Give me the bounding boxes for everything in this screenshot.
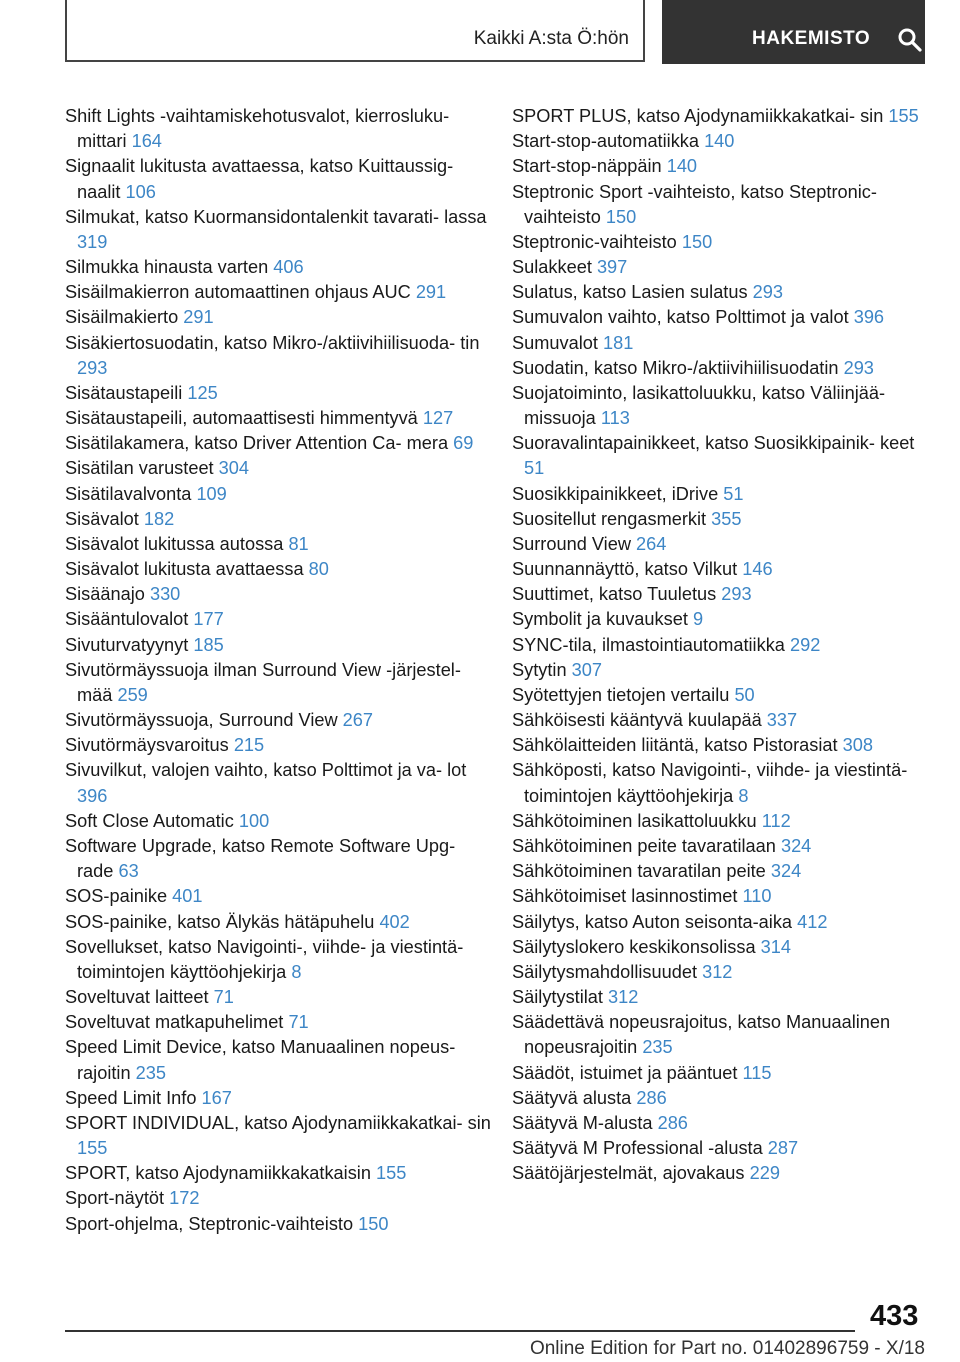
index-entry-text: Shift Lights -vaihtamiskehotusvalot, kierrosluku- mittari (65, 106, 450, 152)
index-entry-text: Säätyvä M Professional -alusta (512, 1138, 763, 1159)
index-page-link[interactable]: 259 (117, 684, 148, 705)
index-entry-text: Suuttimet, katso Tuuletus (512, 584, 717, 605)
index-entry (512, 834, 932, 859)
index-entry-text: Säädettävä nopeusrajoitus, katso Manuaalinen nopeusrajoitin (512, 1012, 891, 1058)
index-page-link[interactable]: 50 (734, 684, 755, 705)
index-page-link[interactable]: 100 (238, 810, 270, 831)
index-page-link[interactable]: 293 (752, 282, 783, 303)
index-entry (65, 406, 495, 431)
index-entry-text: Steptronic-vaihteisto (512, 231, 677, 252)
index-entry (65, 1212, 495, 1237)
index-entry-text: Suoravalintapainikkeet, katso Suosikkipainik- keet (512, 433, 915, 454)
index-entry-text: Sivuvilkut, valojen vaihto, katso Polttimot ja va- lot (65, 760, 467, 781)
index-entry (65, 582, 495, 607)
index-page-link[interactable]: 109 (196, 483, 227, 504)
index-entry-text: Sisääntulovalot (65, 609, 189, 630)
index-entry-text: Sytytin (512, 659, 567, 680)
index-entry-text: Signaalit lukitusta avattaessa, katso Kuittaussig- naalit (65, 156, 454, 202)
index-entry (65, 1186, 495, 1211)
index-entry-text: Sumuvalot (512, 332, 598, 353)
index-page-link[interactable]: 150 (681, 231, 713, 252)
index-page-link[interactable]: 286 (657, 1112, 688, 1133)
index-entry (512, 859, 932, 884)
index-page-link[interactable]: 81 (288, 533, 309, 554)
index-entry (65, 532, 495, 557)
index-page-link[interactable]: 155 (376, 1163, 407, 1184)
index-entry (65, 708, 495, 733)
index-entry (512, 985, 932, 1010)
index-entry (512, 607, 932, 632)
index-entry (65, 280, 495, 305)
index-page-link[interactable]: 235 (642, 1037, 673, 1058)
index-entry (512, 1111, 932, 1136)
index-entry-text: Sisävalot lukitusta avattaessa (65, 559, 304, 580)
index-page-link[interactable]: 397 (596, 257, 628, 278)
tab-alphabetical[interactable] (65, 0, 645, 62)
index-entry-text: Steptronic Sport -vaihteisto, katso Steptronic- vaihteisto (512, 181, 877, 227)
index-page-link[interactable]: 9 (692, 609, 704, 630)
index-entry (512, 1136, 932, 1161)
index-entry (512, 910, 932, 935)
index-entry-text: Säätyvä alusta (512, 1087, 632, 1108)
index-entry-text: Software Upgrade, katso Remote Software Upg- rade (65, 835, 456, 882)
index-page-link[interactable]: 106 (125, 181, 156, 202)
index-page-link[interactable]: 396 (77, 785, 108, 806)
index-entry-text: Sivutörmäysvaroitus (65, 735, 229, 756)
search-icon (897, 27, 923, 53)
index-page-link[interactable]: 155 (77, 1138, 108, 1159)
index-entry-text: Silmukat, katso Kuormansidontalenkit tavarati- lassa (65, 206, 487, 227)
page-number: 433 (870, 1300, 919, 1332)
index-entry-text: Suosikkipainikkeet, iDrive (512, 483, 719, 504)
index-entry-text: Soveltuvat laitteet (65, 987, 209, 1008)
index-entry-text: Sovellukset, katso Navigointi-, viihde- ja viestintä- toimintojen käyttöohjekirja (65, 936, 464, 982)
index-entry-text: Sisävalot (65, 508, 139, 529)
index-page-link[interactable]: 312 (608, 987, 639, 1008)
index-entry-text: Suunnannäyttö, katso Vilkut (512, 559, 738, 580)
index-entry-text: Sport-näytöt (65, 1188, 165, 1209)
index-entry (65, 305, 495, 330)
index-page-link[interactable]: 155 (888, 106, 919, 126)
index-entry-text: Suositellut rengasmerkit (512, 508, 707, 529)
index-page-link[interactable]: 140 (704, 131, 735, 152)
index-entry-text: Sisäilmakierron automaattinen ohjaus AUC (65, 282, 411, 303)
index-page-link[interactable]: 146 (742, 559, 773, 580)
index-entry-text: Start-stop-näppäin (512, 156, 662, 177)
index-entry-text: Speed Limit Device, katso Manuaalinen nopeus- rajoitin (65, 1037, 456, 1083)
footer-divider (65, 1330, 855, 1332)
index-entry-text: Symbolit ja kuvaukset (512, 609, 688, 630)
index-entry-text: Säädöt, istuimet ja pääntuet (512, 1062, 738, 1083)
index-entry-text: Syötettyjen tietojen vertailu (512, 684, 730, 705)
index-page-link[interactable]: 355 (711, 508, 742, 529)
index-page-link[interactable]: 110 (742, 886, 772, 907)
index-entry (512, 960, 932, 985)
index-entry (65, 733, 495, 758)
index-page-link[interactable]: 150 (358, 1213, 389, 1234)
index-entry (512, 1010, 932, 1060)
index-entry-text: Sisävalot lukitussa autossa (65, 533, 284, 554)
index-entry (65, 331, 495, 381)
index-entry (512, 280, 932, 305)
index-entry (512, 935, 932, 960)
index-page-link[interactable]: 286 (636, 1087, 667, 1108)
index-page-link[interactable]: 185 (193, 634, 224, 655)
index-entry-text: Sumuvalon vaihto, katso Polttimot ja valot (512, 307, 849, 328)
index-entry-text: Säätyvä M-alusta (512, 1112, 653, 1133)
index-page-link[interactable]: 324 (780, 835, 812, 856)
index-page-link[interactable]: 402 (379, 911, 410, 932)
index-page-link[interactable]: 401 (172, 886, 203, 907)
index-entry (512, 557, 932, 582)
index-entry (512, 733, 932, 758)
index-entry (65, 104, 495, 154)
index-entry (512, 809, 932, 834)
index-page-link[interactable]: 51 (723, 483, 744, 504)
index-page-link[interactable]: 406 (273, 257, 304, 278)
index-entry (65, 507, 495, 532)
index-entry (512, 255, 932, 280)
index-entry (65, 557, 495, 582)
index-column-left (65, 104, 495, 1237)
index-page-link[interactable]: 412 (797, 911, 828, 932)
index-entry-text: Säilytysmahdollisuudet (512, 961, 698, 982)
index-entry-text: Sähkötoiminen tavaratilan peite (512, 861, 766, 882)
index-entry-text: Start-stop-automatiikka (512, 131, 699, 152)
index-entry-text: Sisätilakamera, katso Driver Attention Ca- mera (65, 433, 449, 454)
index-page-link[interactable]: 140 (666, 156, 698, 177)
index-entry (65, 1111, 495, 1161)
index-page-link[interactable]: 112 (761, 810, 791, 831)
index-entry-text: Säilytystilat (512, 987, 603, 1008)
index-page-link[interactable]: 51 (524, 458, 545, 479)
index-entry-text: Säilytyslokero keskikonsolissa (512, 936, 756, 957)
index-entry (512, 1161, 932, 1186)
index-page-link[interactable]: 330 (149, 584, 181, 605)
index-entry-text: SYNC-tila, ilmastointiautomatiikka (512, 634, 785, 655)
index-entry (512, 708, 932, 733)
index-entry (512, 154, 932, 179)
index-entry (512, 129, 932, 154)
tab-index-label: HAKEMISTO (752, 28, 871, 49)
index-entry (65, 1086, 495, 1111)
index-page-link[interactable]: 308 (842, 735, 873, 756)
index-entry-text: Sulatus, katso Lasien sulatus (512, 282, 748, 303)
index-entry (65, 431, 495, 456)
index-page-link[interactable]: 287 (767, 1138, 799, 1159)
index-page-link[interactable]: 71 (213, 987, 234, 1008)
index-entry-text: Sport-ohjelma, Steptronic-vaihteisto (65, 1213, 354, 1234)
index-page-link[interactable]: 115 (742, 1062, 772, 1083)
index-page-link[interactable]: 291 (183, 307, 214, 328)
index-entry (65, 154, 495, 204)
index-entry-text: Sähkölaitteiden liitäntä, katso Pistorasiat (512, 735, 838, 756)
index-page-link[interactable]: 264 (636, 533, 667, 554)
index-entry (65, 205, 495, 255)
index-page-link[interactable]: 314 (760, 936, 792, 957)
index-entry (65, 255, 495, 280)
index-entry-text: SPORT, katso Ajodynamiikkakatkaisin (65, 1163, 371, 1184)
index-page-link[interactable]: 324 (770, 861, 802, 882)
index-page-link[interactable]: 71 (288, 1012, 309, 1033)
index-page-link[interactable]: 307 (571, 659, 603, 680)
index-entry-text: Sulakkeet (512, 257, 592, 278)
index-entry-text: SPORT PLUS, katso Ajodynamiikkakatkai- sin (512, 106, 884, 126)
index-entry-text: Sisäkiertosuodatin, katso Mikro-/aktiivihiilisuoda- tin (65, 332, 480, 353)
index-entry (65, 633, 495, 658)
index-page-link[interactable]: 80 (308, 559, 329, 580)
index-entry-text: Sähköisesti kääntyvä kuulapää (512, 710, 762, 731)
index-page-link[interactable]: 8 (291, 961, 302, 982)
index-entry-text: Sähköposti, katso Navigointi-, viihde- ja viestintä- toimintojen käyttöohjekirja (512, 760, 908, 806)
index-entry (65, 884, 495, 909)
index-entry (65, 910, 495, 935)
index-entry-text: SPORT INDIVIDUAL, katso Ajodynamiikkakatkai- sin (65, 1112, 491, 1133)
header-bar (65, 0, 925, 64)
index-entry-text: Sähkötoiminen peite tavaratilaan (512, 835, 776, 856)
index-entry (65, 456, 495, 481)
index-page-link[interactable]: 215 (233, 735, 265, 756)
index-entry (512, 180, 932, 230)
index-page-link[interactable]: 293 (77, 357, 108, 378)
index-page-link[interactable]: 235 (135, 1062, 166, 1083)
index-entry (512, 582, 932, 607)
index-page-link[interactable]: 292 (789, 634, 821, 655)
index-entry (512, 658, 932, 683)
index-page-link[interactable]: 396 (853, 307, 885, 328)
index-page-link[interactable]: 229 (749, 1163, 780, 1184)
footer-edition: Online Edition for Part no. 01402896759 - X/18 (529, 1338, 925, 1359)
index-entry-text: Silmukka hinausta varten (65, 257, 269, 278)
index-entry (512, 532, 932, 557)
index-entry (65, 482, 495, 507)
index-entry-text: Soveltuvat matkapuhelimet (65, 1012, 284, 1033)
index-entry-text: Surround View (512, 533, 631, 554)
index-page-link[interactable]: 304 (218, 458, 250, 479)
index-page-link[interactable]: 150 (605, 206, 637, 227)
index-page-link[interactable]: 182 (143, 508, 175, 529)
index-entry (65, 1035, 495, 1085)
index-entry-text: Suodatin, katso Mikro-/aktiivihiilisuodatin (512, 357, 839, 378)
index-entry (512, 230, 932, 255)
index-entry (512, 431, 932, 481)
tab-index[interactable] (662, 0, 925, 64)
index-page-link[interactable]: 337 (766, 710, 798, 731)
index-entry (512, 381, 932, 431)
index-page-link[interactable]: 167 (201, 1087, 232, 1108)
index-column-right (512, 104, 932, 1186)
index-entry (65, 834, 495, 884)
index-entry-text: Suojatoiminto, lasikattoluukku, katso Väliinjää- missuoja (512, 382, 886, 429)
index-page-link[interactable]: 164 (131, 131, 162, 152)
index-entry (65, 1161, 495, 1186)
index-entry (65, 658, 495, 708)
index-entry-text: Sisätaustapeili, automaattisesti himmentyvä (65, 408, 418, 429)
index-page-link[interactable]: 291 (415, 282, 447, 303)
index-entry (512, 1086, 932, 1111)
index-entry (65, 809, 495, 834)
index-entry-text: Sivuturvatyynyt (65, 634, 189, 655)
index-page-link[interactable]: 293 (843, 357, 874, 378)
index-page-link[interactable]: 127 (422, 408, 454, 429)
index-entry (512, 104, 932, 129)
index-page-link[interactable]: 63 (118, 861, 139, 882)
index-entry (65, 985, 495, 1010)
index-entry-text: Sähkötoimiset lasinnostimet (512, 886, 738, 907)
index-entry (512, 683, 932, 708)
index-page-link[interactable]: 113 (600, 408, 630, 429)
index-page-link[interactable]: 125 (187, 382, 218, 403)
index-entry (512, 1061, 932, 1086)
index-entry (65, 381, 495, 406)
index-page-link[interactable]: 312 (702, 961, 733, 982)
index-entry-text: Sisätaustapeili (65, 382, 183, 403)
index-entry-text: Säätöjärjestelmät, ajovakaus (512, 1163, 745, 1184)
index-entry-text: Speed Limit Info (65, 1087, 197, 1108)
index-entry (65, 758, 495, 808)
index-page-link[interactable]: 181 (603, 332, 634, 353)
index-page-link[interactable]: 319 (77, 231, 108, 252)
index-entry-text: Säilytys, katso Auton seisonta-aika (512, 911, 793, 932)
index-entry-text: Sisäilmakierto (65, 307, 179, 328)
index-entry-text: Sivutörmäyssuoja, Surround View (65, 710, 338, 731)
index-entry (65, 935, 495, 985)
index-page-link[interactable]: 172 (169, 1188, 200, 1209)
index-entry (65, 607, 495, 632)
index-page-link[interactable]: 267 (342, 710, 374, 731)
index-entry (65, 1010, 495, 1035)
tab-alphabetical-label: Kaikki A:sta Ö:hön (473, 28, 629, 49)
index-entry (512, 482, 932, 507)
index-entry-text: Soft Close Automatic (65, 810, 234, 831)
index-page-link[interactable]: 8 (738, 785, 749, 806)
index-entry-text: SOS-painike (65, 886, 168, 907)
index-entry (512, 305, 932, 330)
index-entry-text: SOS-painike, katso Älykäs hätäpuhelu (65, 911, 375, 932)
index-entry-text: Sisäänajo (65, 584, 145, 605)
index-entry-text: Sähkötoiminen lasikattoluukku (512, 810, 757, 831)
index-page-link[interactable]: 177 (193, 609, 224, 630)
index-page-link[interactable]: 69 (453, 433, 474, 454)
index-page-link[interactable]: 293 (721, 584, 752, 605)
index-entry (512, 633, 932, 658)
index-entry-text: Sivutörmäyssuoja ilman Surround View -järjestel- mää (65, 659, 461, 705)
index-entry (512, 507, 932, 532)
index-entry (512, 758, 932, 808)
index-entry (512, 884, 932, 909)
index-entry-text: Sisätilan varusteet (65, 458, 214, 479)
index-entry-text: Sisätilavalvonta (65, 483, 192, 504)
index-entry (512, 331, 932, 356)
index-entry (512, 356, 932, 381)
